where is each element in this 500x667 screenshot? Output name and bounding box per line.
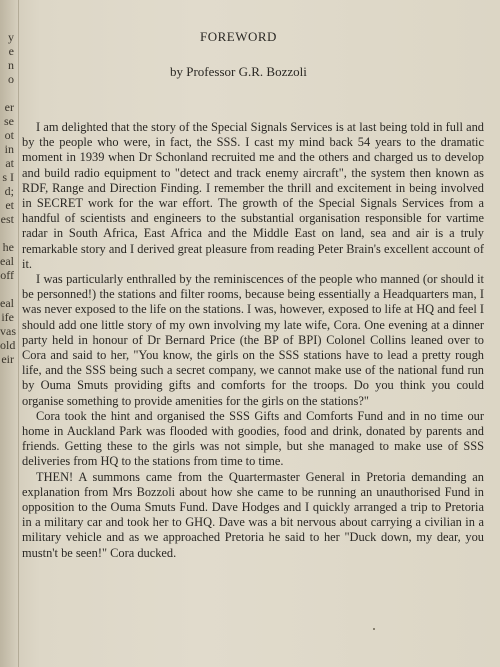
edge-fragment: ife	[1, 310, 14, 324]
paragraph: THEN! A summons came from the Quartermaster General in Pretoria demanding an explanation from Mrs Bozzoli about how she came to be running an unauthorised Fund in opposition to the Ouma Smuts Fund. Dave Hodges and I quickly arranged a trip to Pretoria in a military car and took her to GHQ. Dave was a bit nervous about carrying a civilian in a military vehicle and as we approached Pretoria he said to her "Duck down, my dear, you mustn't be seen!" Cora ducked.	[22, 469, 484, 560]
edge-fragment: d;	[4, 184, 14, 198]
edge-fragment: ot	[4, 128, 14, 142]
edge-fragment: er	[4, 100, 14, 114]
edge-fragment: in	[4, 142, 14, 156]
edge-fragment: vas	[0, 324, 16, 338]
edge-fragment: y	[8, 30, 14, 44]
edge-fragment: s I	[2, 170, 14, 184]
edge-fragment: et	[5, 198, 14, 212]
edge-fragment: e	[8, 44, 14, 58]
author-byline: by Professor G.R. Bozzoli	[170, 64, 307, 79]
foreword-body	[22, 120, 484, 561]
edge-fragment: eal	[0, 296, 14, 310]
edge-fragment: est	[0, 212, 14, 226]
edge-fragment: at	[5, 156, 14, 170]
edge-fragment: eir	[1, 352, 14, 366]
edge-fragment: n	[8, 58, 14, 72]
facing-page-edge-text	[0, 30, 14, 366]
edge-fragment	[0, 86, 14, 100]
edge-fragment: he	[2, 240, 14, 254]
page-heading: FOREWORD	[200, 29, 277, 44]
edge-fragment: se	[4, 114, 14, 128]
edge-fragment	[0, 282, 14, 296]
edge-fragment	[0, 226, 14, 240]
edge-fragment: old	[0, 338, 16, 352]
edge-fragment: eal	[0, 254, 14, 268]
paragraph: I am delighted that the story of the Special Signals Services is at last being told in full and by the people who were, in fact, the SSS. I cast my mind back 54 years to the dramatic moment in 1939 when Dr Schonland recruited me and the others and charged us to develop and build radio equipment to "detect and track enemy aircraft", the system then known as RDF, Range and Direction Finding. I remember the thrill and excitement in being involved in SECRET work for the war effort. The growth of the Special Signals Services from a handful of scientists and engineers to the substantial organisation responsible for vartime radar in South Africa, East Africa and the Middle East on land, sea and air is a truly remarkable story and I derived great pleasure from reading Peter Brain's excellent account of it.	[22, 120, 484, 271]
edge-fragment: off	[0, 268, 14, 282]
paper-speck	[373, 628, 375, 630]
edge-fragment: o	[8, 72, 14, 86]
paragraph: Cora took the hint and organised the SSS Gifts and Comforts Fund and in no time our home in Auckland Park was flooded with goodies, food and drink, donated by parents and friends. Getting these to the girls was not simple, but she managed to make use of SSS deliveries from HQ to the stations from time to time.	[22, 408, 484, 469]
paragraph: I was particularly enthralled by the reminiscences of the people who manned (or should it be personned!) the stations and filter rooms, because being essentially a Headquarters man, I was never exposed to the life on the stations. I was, however, exposed to life at HQ and feel I should add one little story of my own involving my late wife, Cora. One evening at a dinner party held in honour of Dr Bernard Price (the BP of BPI) Colonel Collins leaned over to Cora and said to her, "You know, the girls on the SSS stations have to lead a pretty rough life, and the SSS being such a secret company, we cannot make use of the national fund run by Ouma Smuts providing gifts and comforts for the troops. Do you think you could organise something to provide amenities for the girls on the stations?"	[22, 272, 484, 408]
